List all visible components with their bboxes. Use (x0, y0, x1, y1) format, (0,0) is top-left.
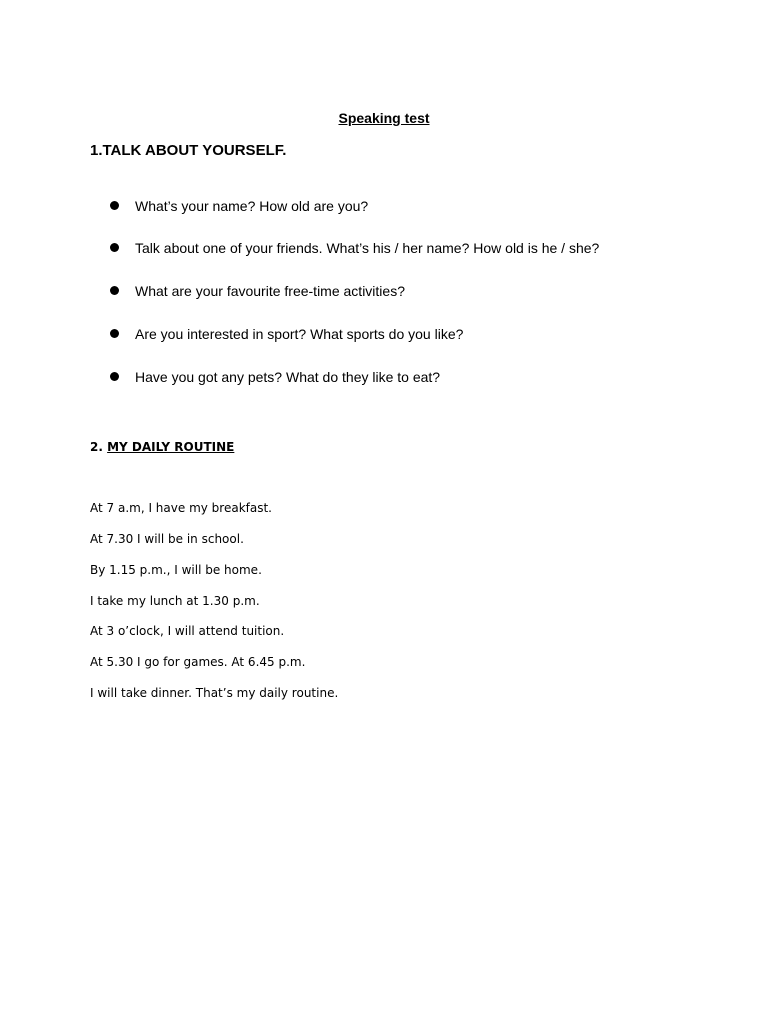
routine-line: At 7 a.m, I have my breakfast. (90, 501, 272, 515)
routine-line: At 5.30 I go for games. At 6.45 p.m. (90, 655, 306, 669)
page-title: Speaking test (338, 110, 430, 126)
question-text: Are you interested in sport? What sports do you like? (135, 326, 464, 342)
routine-line: At 3 o’clock, I will attend tuition. (90, 624, 285, 638)
question-text: What’s your name? How old are you? (135, 198, 369, 214)
question-item (108, 280, 748, 302)
section-1-heading: 1.TALK ABOUT YOURSELF. (90, 142, 287, 159)
question-text: Talk about one of your friends. What’s his / her name? How old is he / she? (135, 240, 600, 256)
question-item (108, 323, 748, 345)
bullet-icon (110, 372, 119, 381)
routine-line: At 7.30 I will be in school. (90, 532, 244, 546)
question-text: Have you got any pets? What do they like to eat? (135, 369, 441, 385)
section-2-number: 2. (90, 440, 103, 454)
question-text: What are your favourite free-time activities? (135, 283, 405, 299)
bullet-icon (110, 201, 119, 210)
section-2-heading (90, 438, 234, 456)
bullet-icon (110, 329, 119, 338)
routine-line: I will take dinner. That’s my daily routine. (90, 686, 339, 700)
section-2-title: MY DAILY ROUTINE (107, 440, 235, 454)
question-item (108, 366, 748, 388)
bullet-icon (110, 243, 119, 252)
question-item (108, 237, 748, 259)
routine-line: By 1.15 p.m., I will be home. (90, 563, 262, 577)
routine-line: I take my lunch at 1.30 p.m. (90, 594, 260, 608)
bullet-icon (110, 286, 119, 295)
question-item (108, 195, 748, 217)
